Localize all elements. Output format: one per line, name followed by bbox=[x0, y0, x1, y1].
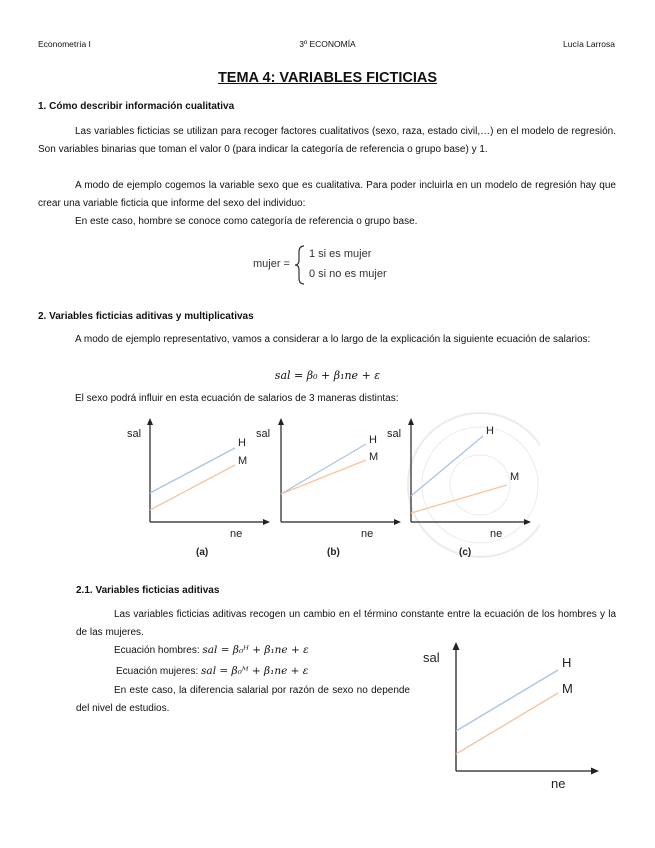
dummy-case-1: 1 si es mujer bbox=[309, 248, 372, 260]
curly-brace-icon bbox=[293, 244, 307, 286]
equation-women-label: Ecuación mujeres: bbox=[116, 666, 199, 677]
chart-c-xlabel: ne bbox=[490, 528, 503, 540]
chart-b-x-arrow-icon bbox=[394, 519, 401, 525]
chart-a-y-arrow-icon bbox=[147, 418, 153, 425]
watermark-seal-icon bbox=[408, 413, 540, 557]
header-course: Econometría I bbox=[38, 39, 91, 49]
chart-c-caption: (c) bbox=[459, 547, 472, 558]
additive-chart-x-arrow-icon bbox=[591, 768, 599, 775]
additive-chart-xlabel: ne bbox=[551, 776, 566, 791]
chart-a bbox=[127, 418, 270, 558]
chart-a-caption: (a) bbox=[196, 547, 209, 558]
equation-women bbox=[116, 665, 308, 677]
chart-c-ylabel: sal bbox=[387, 428, 402, 440]
additive-chart-line-h bbox=[456, 670, 558, 731]
section-2-paragraph-2: El sexo podrá influir en esta ecuación de salarios de 3 maneras distintas: bbox=[75, 393, 399, 404]
equation-men-label: Ecuación hombres: bbox=[114, 645, 200, 656]
section-2-1-paragraph-1: Las variables ficticias aditivas recogen un cambio en el término constante entre la ecuación de los hombres y la de las mujeres. bbox=[76, 609, 616, 638]
chart-b-line-m bbox=[281, 460, 366, 494]
section-1-paragraph-1: Las variables ficticias se utilizan para recoger factores cualitativos (sexo, raza, estado civil,…) en el modelo de regresión. Son variables binarias que toman el valor 0 (para indicar la categoría de referencia o grupo base) y 1. bbox=[38, 126, 616, 155]
chart-c-label-h: H bbox=[486, 425, 494, 437]
additive-chart-label-m: M bbox=[562, 681, 573, 696]
chart-a-label-m: M bbox=[238, 455, 248, 467]
chart-b-ylabel: sal bbox=[256, 428, 271, 440]
chart-c-label-m: M bbox=[510, 471, 520, 483]
dummy-case-2: 0 si no es mujer bbox=[309, 268, 387, 280]
chart-a-x-arrow-icon bbox=[263, 519, 270, 525]
chart-a-xlabel: ne bbox=[230, 528, 243, 540]
additive-chart-line-m bbox=[456, 693, 558, 754]
chart-a-label-h: H bbox=[238, 437, 246, 449]
chart-a-ylabel: sal bbox=[127, 428, 142, 440]
header-grade: 3º ECONOMÍA bbox=[299, 39, 356, 49]
equation-men bbox=[114, 644, 309, 656]
section-1-paragraph-3: En este caso, hombre se conoce como categoría de referencia o grupo base. bbox=[75, 216, 418, 227]
dummy-lhs: mujer = bbox=[253, 258, 290, 270]
additive-chart-label-h: H bbox=[562, 655, 572, 670]
chart-a-line-m bbox=[150, 465, 235, 510]
additive-chart-ylabel: sal bbox=[423, 650, 440, 665]
chart-c-y-arrow-icon bbox=[408, 418, 414, 425]
section-1-paragraph-2: A modo de ejemplo cogemos la variable sexo que es cualitativa. Para poder incluirla en un modelo de regresión hay que crear una variable ficticia que informe del sexo del individuo: bbox=[38, 180, 616, 209]
header-author: Lucía Larrosa bbox=[563, 39, 615, 49]
wage-equation: sal = β₀ + β₁ne + ε bbox=[274, 369, 381, 382]
section-2-1-heading: 2.1. Variables ficticias aditivas bbox=[76, 585, 220, 596]
section-2-1-paragraph-2: En este caso, la diferencia salarial por razón de sexo no depende del nivel de estudios. bbox=[76, 685, 410, 714]
chart-b-y-arrow-icon bbox=[278, 418, 284, 425]
equation-men-formula: sal = β₀ᴴ + β₁ne + ε bbox=[202, 644, 309, 656]
equation-women-formula: sal = β₀ᴹ + β₁ne + ε bbox=[201, 665, 309, 677]
chart-b bbox=[256, 418, 401, 558]
chart-b-label-m: M bbox=[369, 451, 379, 463]
chart-c-line-m bbox=[411, 485, 507, 513]
chart-b-xlabel: ne bbox=[361, 528, 374, 540]
chart-c-line-h bbox=[411, 436, 483, 496]
chart-b-caption: (b) bbox=[327, 547, 340, 558]
section-1-heading: 1. Cómo describir información cualitativa bbox=[38, 101, 235, 112]
three-cases-figure bbox=[110, 410, 540, 560]
chart-b-label-h: H bbox=[369, 434, 377, 446]
additive-dummy-chart bbox=[418, 636, 618, 796]
page-title: TEMA 4: VARIABLES FICTICIAS bbox=[217, 70, 438, 86]
chart-b-line-h bbox=[281, 444, 366, 494]
additive-chart-y-arrow-icon bbox=[453, 642, 460, 650]
chart-a-line-h bbox=[150, 448, 235, 493]
section-2-heading: 2. Variables ficticias aditivas y multiplicativas bbox=[38, 311, 254, 322]
chart-c-x-arrow-icon bbox=[524, 519, 531, 525]
section-2-paragraph-1: A modo de ejemplo representativo, vamos a considerar a lo largo de la explicación la siguiente ecuación de salarios: bbox=[75, 334, 591, 345]
